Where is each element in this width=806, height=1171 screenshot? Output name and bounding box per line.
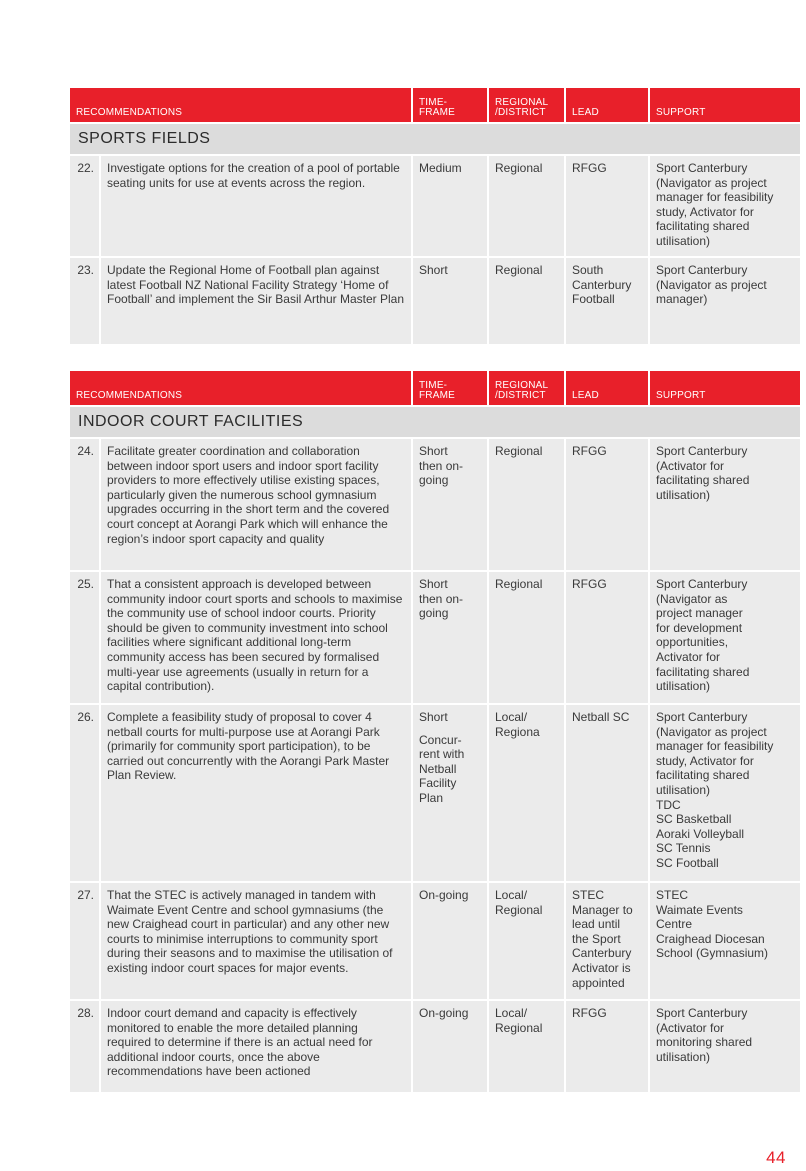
indoor-court-table (68, 369, 802, 1094)
table-row (70, 1001, 800, 1092)
lead-cell: RFGG (566, 156, 648, 256)
support-cell: Sport Canterbury (Navigator as project manager for development opportunities, Activator for facilitating shared utilisation) (650, 572, 800, 703)
table-row (70, 156, 800, 256)
support-cell: Sport Canterbury (Activator for monitoring shared utilisation) (650, 1001, 800, 1092)
header-recommendations: RECOMMENDATIONS (70, 371, 411, 405)
timeframe-cell: On-going (413, 883, 487, 999)
header-support: SUPPORT (650, 88, 800, 122)
timeframe-cell: Short (413, 258, 487, 344)
regional-cell: Regional (489, 258, 564, 344)
row-number: 27. (70, 883, 99, 999)
regional-cell: Regional (489, 572, 564, 703)
header-support: SUPPORT (650, 371, 800, 405)
table-row (70, 572, 800, 703)
row-number: 25. (70, 572, 99, 703)
row-number: 28. (70, 1001, 99, 1092)
regional-cell: Local/ Regiona (489, 705, 564, 881)
regional-cell: Local/ Regional (489, 1001, 564, 1092)
header-timeframe: TIME- FRAME (413, 88, 487, 122)
lead-cell: South Canterbury Football (566, 258, 648, 344)
row-number: 26. (70, 705, 99, 881)
recommendation-text: Update the Regional Home of Football plan against latest Football NZ National Facility Strategy ‘Home of Football’ and implement the Sir Basil Arthur Master Plan (101, 258, 411, 344)
table-header-row (70, 371, 800, 405)
section-heading-row (70, 407, 800, 437)
lead-cell: STEC Manager to lead until the Sport Canterbury Activator is appointed (566, 883, 648, 999)
table-header-row (70, 88, 800, 122)
lead-cell: Netball SC (566, 705, 648, 881)
recommendation-text: Facilitate greater coordination and collaboration between indoor sport users and indoor sport facility providers to more effectively utilise existing spaces, particularly given the numerous school gymnasium upgrades occurring in the short term and the covered court concept at Aorangi Park which will enhance the region’s indoor sport capacity and quality (101, 439, 411, 570)
row-number: 22. (70, 156, 99, 256)
regional-cell: Regional (489, 156, 564, 256)
header-regional: REGIONAL /DISTRICT (489, 371, 564, 405)
header-recommendations: RECOMMENDATIONS (70, 88, 411, 122)
section-heading-row (70, 124, 800, 154)
header-timeframe: TIME- FRAME (413, 371, 487, 405)
support-cell: Sport Canterbury (Activator for facilitating shared utilisation) (650, 439, 800, 570)
table-row (70, 258, 800, 344)
timeframe-note: Concur- rent with Netball Facility Plan (419, 732, 465, 805)
table-row (70, 705, 800, 881)
recommendation-text: Complete a feasibility study of proposal to cover 4 netball courts for multi-purpose use at Aorangi Park (primarily for community sport participation), to be carried out concurrently with the Aorangi Park Master Plan Review. (101, 705, 411, 881)
timeframe-cell: On-going (413, 1001, 487, 1092)
support-cell: STEC Waimate Events Centre Craighead Diocesan School (Gymnasium) (650, 883, 800, 999)
timeframe-cell: Medium (413, 156, 487, 256)
section-title: SPORTS FIELDS (70, 124, 800, 154)
table-row (70, 439, 800, 570)
support-cell: Sport Canterbury (Navigator as project manager for feasibility study, Activator for facilitating shared utilisation) TDC SC Basketball Aoraki Volleyball SC Tennis SC Football (650, 705, 800, 881)
page-number: 44 (766, 1148, 786, 1167)
header-regional: REGIONAL /DISTRICT (489, 88, 564, 122)
timeframe-cell: Short then on- going (413, 572, 487, 703)
recommendation-text: That the STEC is actively managed in tandem with Waimate Event Centre and school gymnasiums (the new Craighead court in particular) and any other new courts to minimise interruptions to community sport during their seasons and to maximise the utilisation of existing indoor court spaces for major events. (101, 883, 411, 999)
row-number: 24. (70, 439, 99, 570)
header-lead: LEAD (566, 371, 648, 405)
header-lead: LEAD (566, 88, 648, 122)
table-row (70, 883, 800, 999)
lead-cell: RFGG (566, 572, 648, 703)
timeframe-cell: Short then on- going (413, 439, 487, 570)
timeframe-cell (413, 705, 487, 881)
regional-cell: Regional (489, 439, 564, 570)
recommendation-text: Investigate options for the creation of a pool of portable seating units for use at events across the region. (101, 156, 411, 256)
lead-cell: RFGG (566, 439, 648, 570)
row-number: 23. (70, 258, 99, 344)
sports-fields-table (68, 86, 802, 346)
recommendation-text: That a consistent approach is developed between community indoor court sports and schools to maximise the community use of school indoor courts. Priority should be given to community investment into school facilities where significant additional long-term community access has been secured by formalised multi-year use agreements (usually in return for a capital contribution). (101, 572, 411, 703)
timeframe-line: Short (419, 710, 448, 724)
lead-cell: RFGG (566, 1001, 648, 1092)
support-cell: Sport Canterbury (Navigator as project manager for feasibility study, Activator for facilitating shared utilisation) (650, 156, 800, 256)
regional-cell: Local/ Regional (489, 883, 564, 999)
section-title: INDOOR COURT FACILITIES (70, 407, 800, 437)
support-cell: Sport Canterbury (Navigator as project manager) (650, 258, 800, 344)
recommendation-text: Indoor court demand and capacity is effectively monitored to enable the more detailed planning required to determine if there is an actual need for additional indoor courts, once the above recommendations have been actioned (101, 1001, 411, 1092)
